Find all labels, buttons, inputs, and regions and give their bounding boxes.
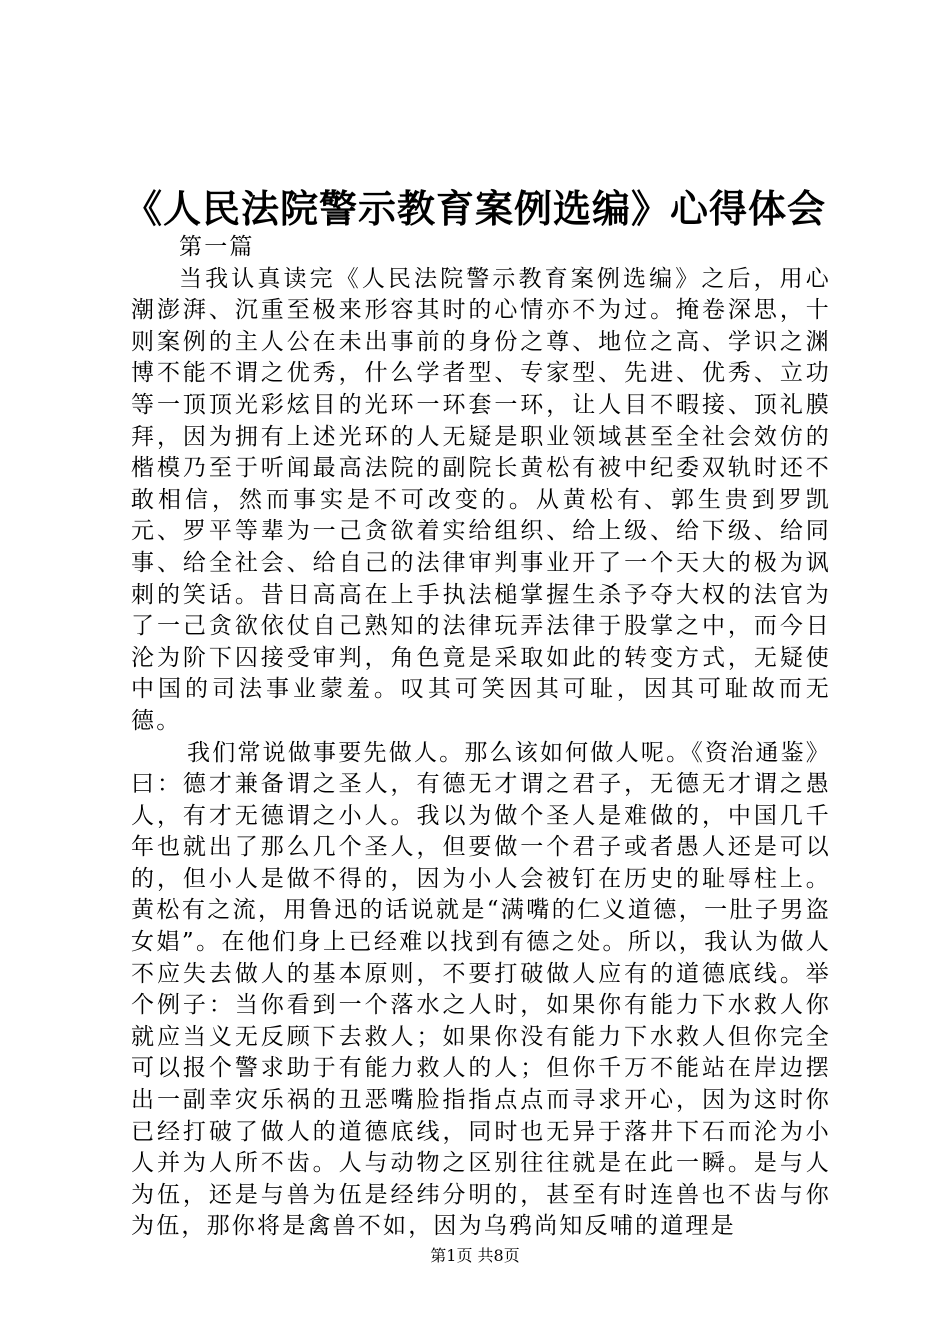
paragraph-2: 我们常说做事要先做人。那么该如何做人呢。《资治通鉴》曰：德才兼备谓之圣人，有德无才谓之君子，无德无才谓之愚人，有才无德谓之小人。我以为做个圣人是难做的，中国几千年也就出了那么几个圣人，但要做一个君子或者愚人还是可以的，但小人是做不得的，因为小人会被钉在历史的耻辱柱上。黄松有之流，用鲁迅的话说就是“满嘴的仁义道德，一肚子男盗女娼”。在他们身上已经难以找到有德之处。所以，我认为做人不应失去做人的基本原则，不要打破做人应有的道德底线。举个例子：当你看到一个落水之人时，如果你有能力下水救人你就应当义无反顾下去救人；如果你没有能力下水救人但你完全可以报个警求助于有能力救人的人；但你千万不能站在岸边摆出一副幸灾乐祸的丑恶嘴脸指指点点而寻求开心，因为这时你已经打破了做人的道德底线，同时也无异于落井下石而沦为小人并为人所不齿。人与动物之区别往往就是在此一瞬。是与人为伍，还是与兽为伍是经纬分明的，甚至有时连兽也不齿与你为伍，那你将是禽兽不如，因为乌鸦尚知反哺的道理是 [131,739,831,1240]
document-body [131,232,831,1243]
section-heading: 第一篇 [179,234,255,260]
document-title: 《人民法院警示教育案例选编》心得体会 [123,187,826,231]
paragraph-1: 当我认真读完《人民法院警示教育案例选编》之后，用心潮澎湃、沉重至极来形容其时的心情亦不为过。掩卷深思，十则案例的主人公在未出事前的身份之尊、地位之高、学识之渊博不能不谓之优秀，什么学者型、专家型、先进、优秀、立功等一顶顶光彩炫目的光环一环套一环，让人目不暇接、顶礼膜拜，因为拥有上述光环的人无疑是职业领域甚至全社会效仿的楷模乃至于听闻最高法院的副院长黄松有被中纪委双轨时还不敢相信，然而事实是不可改变的。从黄松有、郭生贵到罗凯元、罗平等辈为一己贪欲着实给组织、给上级、给下级、给同事、给全社会、给自己的法律审判事业开了一个天大的极为讽刺的笑话。昔日高高在上手执法槌掌握生杀予夺大权的法官为了一己贪欲依仗自己熟知的法律玩弄法律于股掌之中，而今日沦为阶下囚接受审判，角色竟是采取如此的转变方式，无疑使中国的司法事业蒙羞。叹其可笑因其可耻，因其可耻故而无德。 [131,265,831,734]
page-footer: 第1页 共8页 [430,1246,520,1265]
